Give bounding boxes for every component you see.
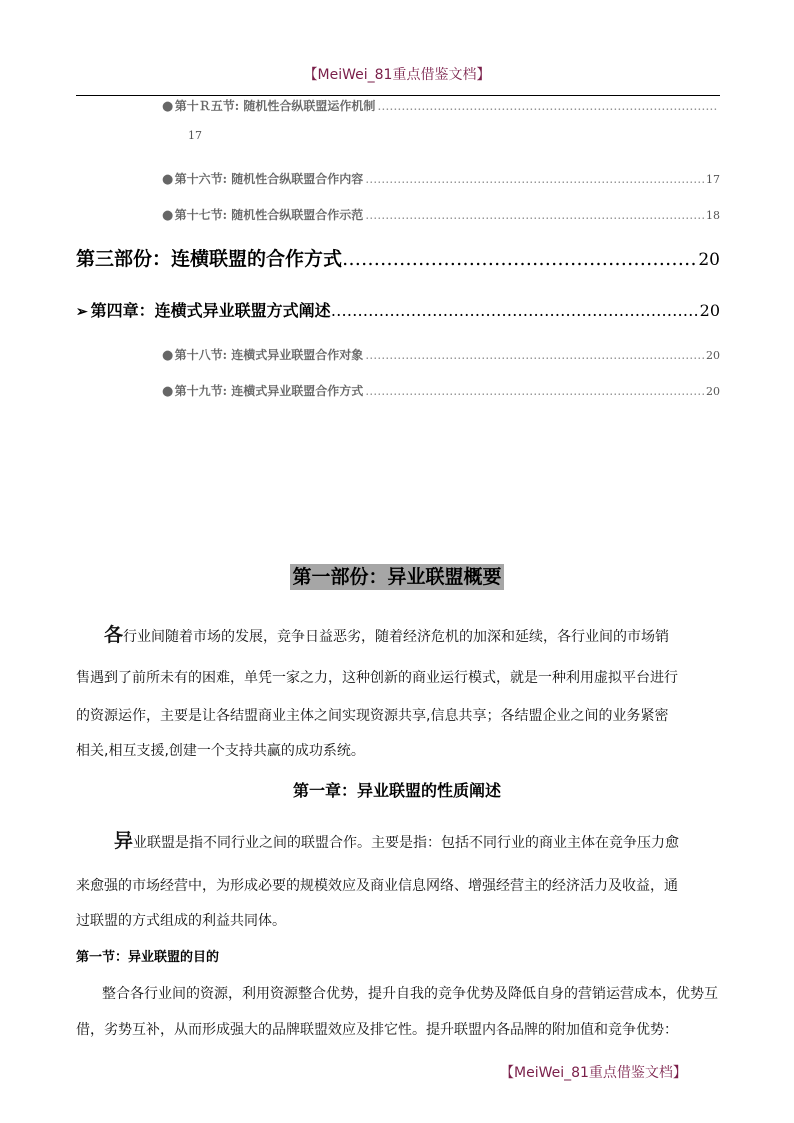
page-header: 【MeiWei_81重点借鉴文档】 [303, 67, 491, 83]
bullet-icon: ● [162, 208, 174, 223]
toc-item-section-15[interactable] [162, 97, 720, 142]
dropcap: 各 [104, 624, 124, 646]
leader-dots [342, 248, 698, 270]
toc-item-section-16[interactable] [162, 170, 720, 187]
section-1-heading: 第一节：异业联盟的目的 [76, 950, 220, 965]
toc-chapter-title: 第四章：连横式异业联盟方式阐述 [90, 301, 331, 320]
toc-part-title: 第三部份：连横联盟的合作方式 [76, 248, 343, 270]
paragraph-line: 的资源运作，主要是让各结盟商业主体之间实现资源共享,信息共享；各结盟企业之间的业务紧密 [76, 708, 669, 724]
paragraph-line: 各行业间随着市场的发展，竞争日益恶劣，随着经济危机的加深和延续，各行业间的市场销 [104, 624, 670, 646]
paragraph-line: 过联盟的方式组成的利益共同体。 [76, 913, 286, 929]
header-divider [76, 95, 720, 96]
bullet-icon: ● [162, 384, 174, 399]
bullet-icon: ● [162, 348, 174, 363]
paragraph-line: 借，劣势互补，从而形成强大的品牌联盟效应及排它性。提升联盟内各品牌的附加值和竞争优势： [76, 1022, 678, 1038]
leader-dots [377, 99, 718, 113]
paragraph-line: 来愈强的市场经营中，为形成必要的规模效应及商业信息网络、增强经营主的经济活力及收益，通 [76, 878, 678, 894]
paragraph-line: 异业联盟是指不同行业之间的联盟合作。主要是指：包括不同行业的商业主体在竞争压力愈 [114, 830, 680, 852]
toc-item-section-17[interactable] [162, 206, 720, 223]
leader-dots [365, 348, 704, 362]
toc-chapter-4[interactable] [76, 298, 720, 321]
toc-item-title: 第十九节: 连横式异业联盟合作方式 [174, 384, 364, 398]
leader-dots [365, 208, 704, 222]
toc-chapter-page: 20 [699, 301, 720, 320]
toc-item-title: 第十七节: 随机性合纵联盟合作示范 [174, 208, 364, 222]
toc-item-title: 第十八节: 连横式异业联盟合作对象 [174, 348, 364, 362]
bullet-icon: ● [162, 99, 174, 114]
leader-dots [331, 301, 700, 320]
toc-item-page: 17 [188, 129, 202, 142]
leader-dots [365, 172, 704, 186]
paragraph-line: 相关,相互支援,创建一个支持共赢的成功系统。 [76, 743, 365, 759]
page-footer: 【MeiWei_81重点借鉴文档】 [500, 1065, 687, 1081]
dropcap: 异 [114, 830, 134, 852]
toc-item-section-19[interactable] [162, 382, 720, 399]
toc-item-page: 17 [706, 173, 720, 186]
leader-dots [365, 384, 704, 398]
toc-item-page: 18 [706, 209, 720, 222]
arrow-bullet-icon: ➢ [76, 304, 88, 320]
toc-part-page: 20 [698, 250, 720, 270]
toc-item-title: 第十六节: 随机性合纵联盟合作内容 [174, 172, 364, 186]
paragraph-line: 整合各行业间的资源，利用资源整合优势，提升自我的竞争优势及降低自身的营销运营成本，优势互 [102, 986, 718, 1002]
toc-item-page: 20 [706, 385, 720, 398]
toc-part-3[interactable] [76, 244, 720, 271]
bullet-icon: ● [162, 172, 174, 187]
part-1-heading-text: 第一部份：异业联盟概要 [292, 566, 502, 588]
toc-item-section-18[interactable] [162, 346, 720, 363]
toc-item-title: 第十Ｒ五节: 随机性合纵联盟运作机制 [174, 99, 376, 113]
chapter-1-heading: 第一章：异业联盟的性质阐述 [292, 781, 501, 800]
part-1-heading [0, 562, 794, 589]
toc-item-page: 20 [706, 349, 720, 362]
paragraph-line: 售遇到了前所未有的困难，单凭一家之力，这种创新的商业运行模式，就是一种利用虚拟平台进行 [76, 670, 678, 686]
